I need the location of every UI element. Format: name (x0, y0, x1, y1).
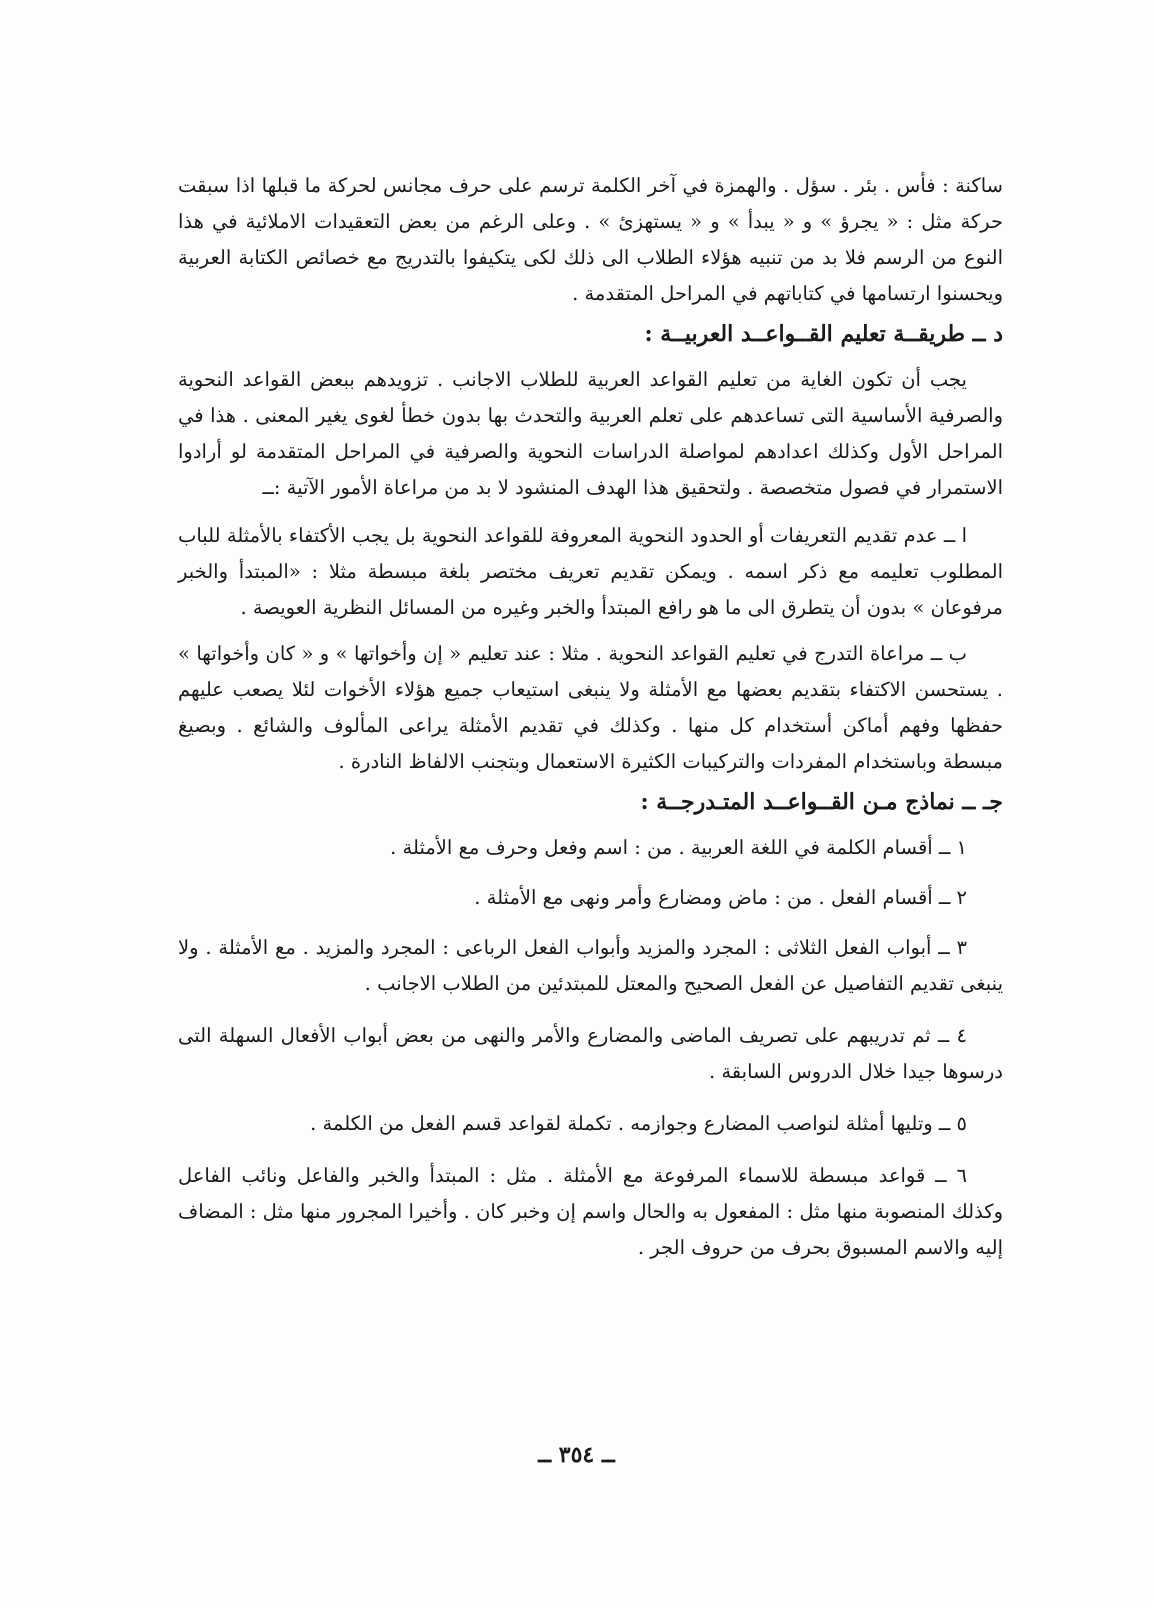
list-item: ٦ ــ قواعد مبسطة للاسماء المرفوعة مع الأمثلة . مثل : المبتدأ والخبر والفاعل ونائب الفاعل وكذلك المنصوبة منها مثل : المفعول به والحال واسم إن وخبر كان . وأخيرا المجرور منها مثل : المضاف إليه والاسم المسبوق بحرف من حروف الجر . (178, 1164, 1003, 1259)
intro-paragraph: ساكنة : فأس . بئر . سؤل . والهمزة في آخر الكلمة ترسم على حرف مجانس لحركة ما قبلها اذا سبقت حركة مثل : « يجرؤ » و « يبدأ » و « يستهزئ » . وعلى الرغم من بعض التعقيدات الاملائية في هذا النوع من الرسم فلا بد من تنبيه هؤلاء الطلاب الى ذلك لكى يتكيفوا بالتدريج مع خصائص الكتابة العربية ويحسنوا ارتسامها في كتاباتهم في المراحل المتقدمة . (178, 174, 1003, 305)
graded-rules-list (178, 830, 1003, 1266)
section-heading-d: د ــ طريقــة تعليم القــواعــد العربيــة : (644, 321, 1003, 347)
list-item: ٢ ــ أقسام الفعل . من : ماض ومضارع وأمر ونهى مع الأمثلة . (474, 886, 967, 909)
list-item: ٣ ــ أبواب الفعل الثلاثى : المجرد والمزيد وأبواب الفعل الرباعى : المجرد والمزيد . مع الأمثلة . ولا ينبغى تقديم التفاصيل عن الفعل الصحيح والمعتل للمبتدئين من الطلاب الاجانب . (178, 936, 1003, 995)
list-item: ٥ ــ وتليها أمثلة لنواصب المضارع وجوازمه . تكملة لقواعد قسم الفعل من الكلمة . (310, 1112, 967, 1135)
point-a-paragraph: ا ــ عدم تقديم التعريفات أو الحدود النحوية المعروفة للقواعد النحوية بل يجب الأكتفاء بالأمثلة للباب المطلوب تعليمه مع ذكر اسمه . ويمكن تقديم تعريف مختصر بلغة مبسطة مثلا : «المبتدأ والخبر مرفوعان » بدون أن يتطرق الى ما هو رافع المبتدأ والخبر وغيره من المسائل النظرية العويصة . (178, 524, 1003, 619)
section-d-paragraph: يجب أن تكون الغاية من تعليم القواعد العربية للطلاب الاجانب . تزويدهم ببعض القواعد النحوية والصرفية الأساسية التى تساعدهم على تعلم العربية والتحدث بها بدون خطأ لغوى يغير المعنى . هذا في المراحل الأول وكذلك اعدادهم لمواصلة الدراسات النحوية والصرفية في المراحل المتقدمة لو أرادوا الاستمرار في فصول متخصصة . ولتحقيق هذا الهدف المنشود لا بد من مراعاة الأمور الآتية :ــ (178, 368, 1003, 499)
list-item: ٤ ــ ثم تدريبهم على تصريف الماضى والمضارع والأمر والنهى من بعض أبواب الأفعال السهلة التى درسوها جيدا خلال الدروس السابقة . (178, 1024, 1003, 1083)
text-column (178, 168, 1003, 1280)
page-number: ــ ٣٥٤ ــ (538, 1442, 615, 1468)
list-item: ١ ــ أقسام الكلمة في اللغة العربية . من : اسم وفعل وحرف مع الأمثلة . (390, 836, 967, 859)
section-heading-j: جـ ــ نماذج مـن القــواعــد المتـدرجــة : (640, 789, 1003, 815)
point-b-paragraph: ب ــ مراعاة التدرج في تعليم القواعد النحوية . مثلا : عند تعليم « إن وأخواتها » و « كان وأخواتها » . يستحسن الاكتفاء بتقديم بعضها مع الأمثلة ولا ينبغى استيعاب جميع هؤلاء الأخوات لئلا يصعب عليهم حفظها وفهم أماكن أستخدام كل منها . وكذلك في تقديم الأمثلة يراعى المألوف والشائع . وبصيغ مبسطة وباستخدام المفردات والتركيبات الكثيرة الاستعمال وبتجنب الالفاظ النادرة . (178, 642, 1003, 773)
